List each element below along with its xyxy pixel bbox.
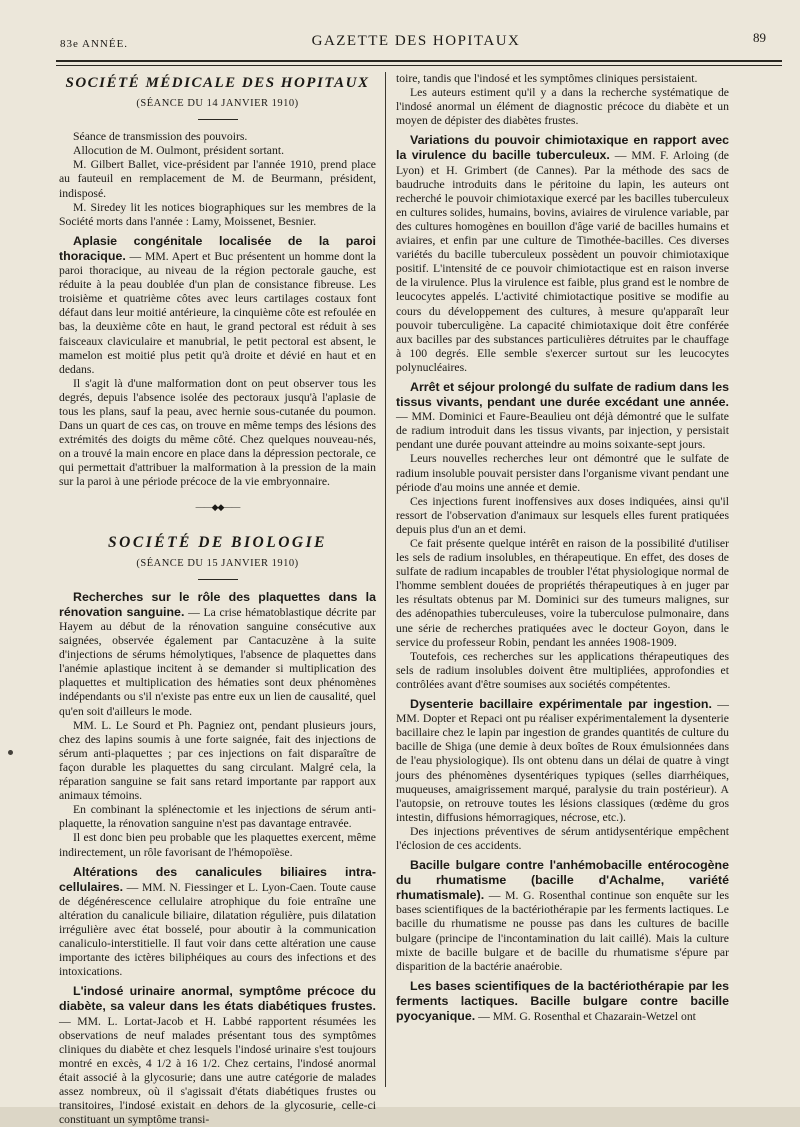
section-heading: Arrêt et séjour prolongé du sulfate de radium dans les tissus vivants, pendant une durée excédant une année. (396, 379, 729, 410)
article-chimiotaxique (396, 133, 729, 375)
paragraph: M. Gilbert Ballet, vice-président par l'année 1910, prend place au fauteuil en remplacement de M. de Beurmann, président, indisposé. (59, 158, 376, 200)
article-text: — MM. F. Arloing (de Lyon) et H. Grimbert (de Cannes). Par la méthode des sacs de baudruche introduits dans le péritoine du lapin, les auteurs ont recherché le pouvoir chimiotaxique exercé par les bacilles tuberculeux en cultures solides, humains, bovins, aviaires de virulence variable, par des cultures homogènes en bouillon d'âge varié de bacilles humains et aviaires, et enfin par une culture de Timothée-bacilles. Ces diverses variétés du bacille tuberculeux possèdent un pouvoir chimiotaxique positif. L'intensité de ce pouvoir chimiotactique est en raison inverse de la virulence. Plus la virulence est faible, plus grand est le nombre de leucocytes appelés. L'activité chimiotactique positive se modifie au cours du développement des cultures, à mesure qu'apparaît leur pouvoir tuberculigène. La capacité chimiotaxique doit être conférée aux bacilles par des substances particulières détruites par le chauffage à 100 degrés. Elle semble s'exercer surtout sur les leucocytes polynucléaires. (396, 149, 729, 374)
page-header (60, 30, 772, 54)
paragraph: En combinant la splénectomie et les injections de sérum anti-plaquette, la rénovation sanguine n'est pas davantage entravée. (59, 803, 376, 831)
header-rule-thin (56, 65, 782, 66)
margin-mark (8, 750, 13, 755)
section-heading: Altérations des canalicules biliaires intra-cellulaires. (59, 864, 376, 894)
ornament-divider: ——◆◆—— (195, 501, 240, 512)
article-indose (59, 984, 376, 1127)
left-column (59, 72, 377, 1127)
section-heading: Recherches sur le rôle des plaquettes dans la rénovation sanguine. (59, 589, 376, 619)
article-text: — M. G. Rosenthal continue son enquête sur les bases scientifiques de la bactériothérapie par les ferments lactiques. Le bacille du rhumatisme ne pousse pas dans les cultures de bacille bulgare (principe de l'incontamination du lait caillé). Mais la culture mixte de bacille bulgare et de bacille du rhumatisme s'épure par disparition de la bactérie anaérobie. (396, 889, 729, 973)
paragraph: Il s'agit là d'une malformation dont on peut observer tous les degrés, depuis l'absence isolée des pectoraux jusqu'à l'aplasie de tous les plans, sauf la peau, avec hernie sous-cutanée du poumon. Dans un quart de ces cas, on trouve en même temps des lésions des extrémités des doigts du même côté. Chez quelques nouveau-nés, on a trouvé la main encore en place dans la dépression pectorale, ce qui permettait d'attribuer la malformation à la pression de la main sur la paroi à une période précoce de la vie embryonnaire. (59, 376, 376, 489)
section-heading: Dysenterie bacillaire expérimentale par ingestion. (410, 697, 712, 712)
paragraph: Ces injections furent inoffensives aux doses indiquées, ainsi qu'il ressort de l'observation d'animaux sur lesquels elles furent pratiquées depuis plus d'un an et demi. (396, 494, 729, 536)
article-bacille-bulgare (396, 858, 729, 974)
volume-label: 83e ANNÉE. (60, 38, 129, 50)
journal-title: GAZETTE DES HOPITAUX (311, 33, 521, 49)
paragraph: Ce fait présente quelque intérêt en raison de la possibilité d'utiliser les sels de radium insolubles, en thérapeutique. En effet, des doses de sulfate de radium incapables de troubler l'état physiologique normal de l'homme semblent douées de propriétés thérapeutiques à en juger par les résultats obtenus par M. Dominici sur des tumeurs malignes, sur des adénopathies tuberculeuses, voire la tuberculose pulmonaire, dans une série de recherches pratiquées avec le docteur Goyon, dans le service du professeur Robin, pendant les années 1908-1909. (396, 537, 729, 649)
seance-date: (SÉANCE DU 14 JANVIER 1910) (136, 98, 299, 110)
section-heading: Aplasie congénitale localisée de la paroi thoracique. (59, 233, 376, 263)
section-heading: L'indosé urinaire anormal, symptôme précoce du diabète, sa valeur dans les états diabétiques frustes. (59, 984, 376, 1014)
right-column (396, 72, 729, 1092)
section-heading: Les bases scientifiques de la bactériothérapie par les ferments lactiques. Bacille bulgare contre bacille pyocyanique. (396, 978, 729, 1023)
article-text: — La crise hématoblastique décrite par Hayem au début de la rénovation sanguine consécutive aux saignées, observée également par Cantacuzène à la suite d'injections de sérums hémolytiques, l'absence de plaquettes dans l'anémie aplastique incitent à se demander si multiplication des plaquettes et multiplication des hématies sont deux phénomènes indépendants ou s'il n'existe pas entre eux un lien de causalité, quel qu'en soit d'ailleurs le mode. (59, 605, 377, 718)
article-text: — MM. Apert et Buc présentent un homme dont la paroi thoracique, au niveau de la région pectorale gauche, est réduite à la peau doublée d'un plan de consistance fibreuse. Les troisième et quatrième côtes avec leurs cartilages costaux font défaut dans leur moitié antérieure, la cinquième côte est refoulée en bas, la deuxième côte en haut, le grand pectoral est réduit à ses faisceaux claviculaire et manubrial, le petit pectoral est absent, le mamelon est moitié plus petit qu'à droite et dévié en haut et en dedans. (59, 249, 376, 376)
seance-date: (SÉANCE DU 15 JANVIER 1910) (136, 557, 299, 569)
paragraph: Des injections préventives de sérum antidysentérique empêchent l'éclosion de ces accidents. (396, 824, 729, 852)
section-heading: Variations du pouvoir chimiotaxique en rapport avec la virulence du bacille tuberculeux. (396, 133, 729, 163)
paragraph: Séance de transmission des pouvoirs. (73, 130, 248, 144)
article-bacteriotherapie (396, 979, 729, 1024)
paragraph: Les auteurs estiment qu'il y a dans la recherche systématique de l'indosé anormal un élément de diagnostic précoce du diabète et un moyen de dépister des diabètes frustes. (396, 86, 729, 128)
header-rule-thick (56, 60, 782, 62)
society-title: SOCIÉTÉ MÉDICALE DES HOPITAUX (65, 75, 370, 91)
society-title: SOCIÉTÉ DE BIOLOGIE (108, 533, 327, 551)
paragraph: M. Siredey lit les notices biographiques sur les membres de la Société morts dans l'année : Lamy, Moissenet, Besnier. (59, 200, 376, 228)
page-number: 89 (753, 30, 766, 45)
short-rule (198, 119, 238, 120)
paragraph: Il est donc bien peu probable que les plaquettes exercent, même indirectement, un rôle favorisant de l'hémopoïèse. (59, 831, 376, 859)
article-radium (396, 380, 729, 452)
article-text: — MM. N. Fiessinger et L. Lyon-Caen. Toute cause de dégénérescence cellulaire atrophique du foie entraîne une altération du canalicule biliaire, dilatation régulière, puis dilatation irrégulière avec état bosselé, pour aboutir à la communication canaliculo-interstitielle. Il faut voir dans cette altération une cause importante des ictères biliphéiques au cours des infections et des intoxications. (59, 880, 376, 979)
short-rule (198, 579, 238, 580)
article-plaquettes (59, 590, 376, 719)
article-text: — MM. Dopter et Repaci ont pu réaliser expérimentalement la dysenterie bacillaire chez le lapin par ingestion de grandes quantités de culture du bacille de Shiga (une demie à deux boîtes de Roux émulsionnées dans de l'eau physiologique). Ils ont obtenu dans un délai de quatre à vingt jours des phénomènes dysentériques typiques (selles diarrhéiques, muqueuses, amaigrissement marqué, paralysie du train postérieur). A l'autopsie, on retrouve toutes les lésions classiques (œdème du gros intestin, diffusions hémorragiques, nécrose, etc.). (396, 698, 729, 824)
paragraph: toire, tandis que l'indosé et les symptômes cliniques persistaient. (396, 72, 698, 85)
article-dysenterie (396, 697, 729, 825)
column-separator (385, 72, 386, 1087)
paragraph: Allocution de M. Oulmont, président sortant. (73, 144, 284, 158)
article-canalicules (59, 865, 376, 980)
paragraph: Leurs nouvelles recherches leur ont démontré que le sulfate de radium insoluble pouvait persister dans l'organisme vivant pendant une période d'au moins une année et demie. (396, 452, 729, 494)
article-text: — MM. G. Rosenthal et Chazarain-Wetzel ont (475, 1010, 696, 1023)
article-text: — MM. L. Lortat-Jacob et H. Labbé rapportent résumées les observations de neuf malades présentant tous des symptômes cliniques du diabète et chez lesquels l'indosé urinaire s'est toujours montré en excès, 4 1/2 à 16 1/2. Chez certains, l'indosé anormal était associé à la glycosurie; dans une autre catégorie de malades assez nombreux, où il s'agissait d'états diabétiques frustes ou transitoires, l'indosé existait en dehors de la glycosurie, celle-ci constituant un symptôme transi- (59, 1014, 376, 1127)
paragraph: MM. L. Le Sourd et Ph. Pagniez ont, pendant plusieurs jours, chez des lapins soumis à une forte saignée, fait des injections de sérum anti-plaquettes ; par ces injections on fait disparaître de façon durable les plaquettes du sang circulant. Malgré cela, la réparation sanguine se fait sans retard importante par rapport aux animaux témoins. (59, 718, 376, 803)
section-heading: Bacille bulgare contre l'anhémobacille entérocogène du rhumatisme (bacille d'Achalme, variété rhumatismale). (396, 858, 729, 903)
paragraph: Toutefois, ces recherches sur les applications thérapeutiques des sels de radium insolubles doivent être multipliées, approfondies et contrôlées avant d'être soumises aux sociétés compétentes. (396, 649, 729, 691)
article-aplasie (59, 234, 376, 377)
article-text: — MM. Dominici et Faure-Beaulieu ont déjà démontré que le sulfate de radium introduit dans les tissus vivants, par injection, y persistait pendant une durée pouvant atteindre au moins soixante-sept jours. (396, 410, 729, 452)
